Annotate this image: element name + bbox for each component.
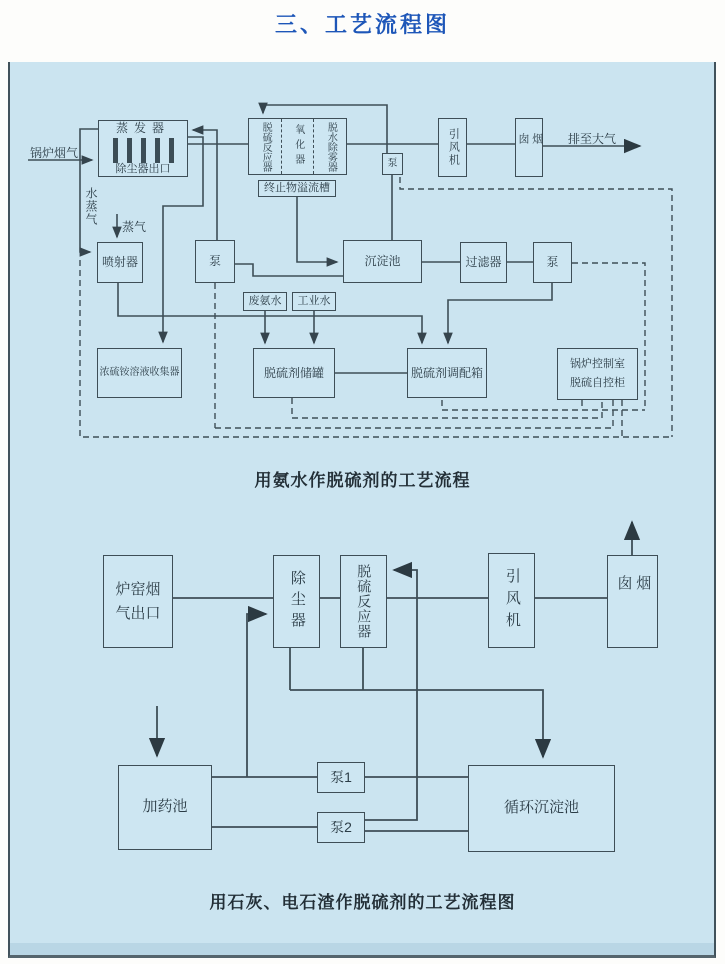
box-pump-center <box>195 240 235 283</box>
chart1-caption: 用氨水作脱硫剂的工艺流程 <box>254 471 471 490</box>
chart2-caption: 用石灰、电石渣作脱硫剂的工艺流程图 <box>209 893 516 912</box>
box-industrial-water <box>292 292 336 311</box>
oxidizer-label: 氧化器 <box>292 124 304 169</box>
box-pump-right <box>533 242 572 283</box>
box-induced-draft-fan <box>438 118 467 177</box>
box-desulfurizer-mixing-box <box>407 348 487 398</box>
box-boiler-control-room <box>557 348 638 400</box>
reactor2-label: 脱硫反应器 <box>356 564 373 639</box>
control-room-label-line1: 锅炉控制室 <box>570 357 625 370</box>
filter-label: 过滤器 <box>465 255 502 269</box>
box-pump1 <box>317 762 365 793</box>
box-furnace-flue-gas-outlet <box>103 555 173 648</box>
chimney-label: 烟囱 <box>517 133 543 162</box>
industrial-water-label: 工业水 <box>297 294 331 307</box>
box-sedimentation-pool <box>343 240 422 283</box>
box-ejector <box>97 242 143 283</box>
dust-collector-label: 除尘器 <box>288 570 306 633</box>
evaporator-tube-bars-icon <box>113 138 174 163</box>
storage-tank-label: 脱硫剂储罐 <box>263 365 324 380</box>
box-circulation-sedimentation-pool <box>468 765 615 852</box>
evaporator-label: 蒸发器 <box>115 120 170 135</box>
box-ammonium-sulfate-collector <box>97 348 182 398</box>
page-title: 三、工艺流程图 <box>274 12 450 37</box>
box-evaporator <box>98 120 188 177</box>
box-desulf-reactor-2 <box>340 555 387 648</box>
to-atmosphere-label: 排至大气 <box>568 132 617 146</box>
collector-label: 浓硫铵溶液收集器 <box>99 366 180 378</box>
dosing-pool-label: 加药池 <box>142 798 188 816</box>
box-dust-collector <box>273 555 320 648</box>
desulf-reactor-label: 脱硫反应器 <box>260 121 272 172</box>
boiler-flue-gas-label: 锅炉烟气 <box>30 146 79 160</box>
pump-center-label: 泵 <box>208 254 221 268</box>
box-pump-top <box>382 153 403 175</box>
box-induced-draft-fan-2 <box>488 553 535 648</box>
mixing-box-label: 脱硫剂调配箱 <box>410 365 483 380</box>
box-dosing-pool <box>118 765 212 850</box>
box-desulfurizer-storage-tank <box>253 348 335 398</box>
water-vapor-label: 水蒸气 <box>84 187 98 226</box>
chimney2-label: 烟囱 <box>615 575 652 628</box>
dust-outlet-label: 除尘器出口 <box>115 162 171 175</box>
overflow-tank-label: 终止物溢流槽 <box>264 181 330 194</box>
pump1-label: 泵1 <box>330 768 352 785</box>
box-pump2 <box>317 812 365 843</box>
demister-label: 脱水除雾器 <box>325 121 337 172</box>
furnace-outlet-label: 炉窑烟气出口 <box>115 580 161 622</box>
box-filter <box>460 242 507 283</box>
pump-top-label: 泵 <box>387 157 398 169</box>
box-reactor-oxidizer-demister <box>248 118 347 175</box>
box-chimney-2 <box>607 555 658 648</box>
pump2-label: 泵2 <box>330 818 352 835</box>
box-overflow-tank <box>258 180 336 197</box>
pump-right-label: 泵 <box>546 255 559 269</box>
box-waste-ammonia-water <box>243 292 287 311</box>
circulation-pool-label: 循环沉淀池 <box>503 799 579 817</box>
ejector-label: 喷射器 <box>101 255 138 269</box>
waste-ammonia-label: 废氨水 <box>248 294 282 307</box>
box-chimney <box>515 118 543 177</box>
fan-label: 引风机 <box>447 128 460 167</box>
control-room-label-line2: 脱硫自控柜 <box>570 376 625 389</box>
fan2-label: 引风机 <box>503 567 521 634</box>
sedimentation-pool-label: 沉淀池 <box>364 254 401 268</box>
steam-label: 蒸气 <box>122 220 147 234</box>
